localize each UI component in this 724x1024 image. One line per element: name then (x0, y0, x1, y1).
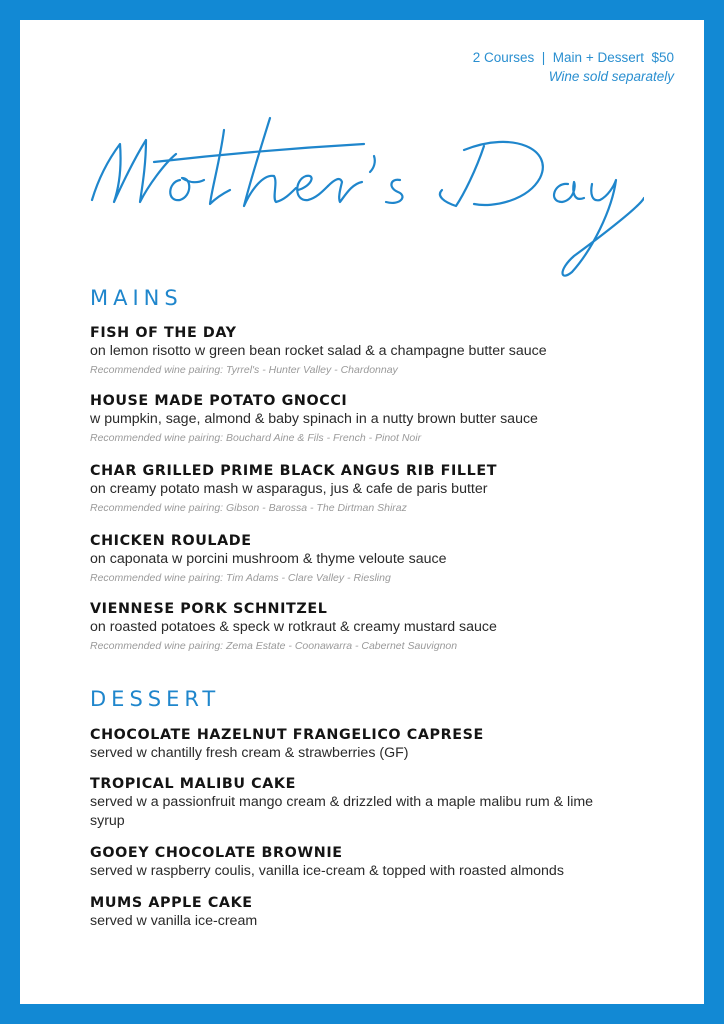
item-name: TROPICAL MALIBU CAKE (90, 776, 296, 792)
menu-item (90, 324, 680, 392)
item-description: served w chantilly fresh cream & strawberries (GF) (90, 745, 409, 761)
item-description: on creamy potato mash w asparagus, jus & cafe de paris butter (90, 481, 488, 497)
item-description: served w raspberry coulis, vanilla ice-cream & topped with roasted almonds (90, 863, 564, 879)
item-description: w pumpkin, sage, almond & baby spinach in a nutty brown butter sauce (90, 411, 538, 427)
item-name: CHOCOLATE HAZELNUT FRANGELICO CAPRESE (90, 727, 484, 743)
wine-pairing: Recommended wine pairing: Bouchard Aine & Fils - French - Pinot Noir (90, 432, 422, 444)
menu-item (90, 600, 680, 666)
menu-item (90, 775, 680, 844)
item-name: VIENNESE PORK SCHNITZEL (90, 601, 328, 617)
item-description: served w a passionfruit mango cream & drizzled with a maple malibu rum & lime syrup (90, 794, 594, 829)
mains-heading: MAINS (90, 286, 183, 310)
dessert-list (90, 726, 680, 934)
menu-item (90, 462, 680, 532)
item-name: CHICKEN ROULADE (90, 533, 252, 549)
wine-pairing: Recommended wine pairing: Tyrrel's - Hunter Valley - Chardonnay (90, 364, 398, 376)
menu-item (90, 726, 680, 775)
item-description: on lemon risotto w green bean rocket salad & a champagne butter sauce (90, 343, 547, 359)
menu-item (90, 894, 680, 934)
item-name: CHAR GRILLED PRIME BLACK ANGUS RIB FILLET (90, 463, 498, 479)
menu-item (90, 532, 680, 600)
item-description: on caponata w porcini mushroom & thyme veloute sauce (90, 551, 447, 567)
price-info (473, 48, 674, 86)
wine-pairing: Recommended wine pairing: Gibson - Barossa - The Dirtman Shiraz (90, 502, 407, 514)
wine-note: Wine sold separately (548, 69, 674, 84)
wine-pairing: Recommended wine pairing: Tim Adams - Clare Valley - Riesling (90, 572, 391, 584)
menu-item (90, 844, 680, 894)
item-description: served w vanilla ice-cream (90, 913, 258, 929)
mains-list (90, 324, 680, 666)
item-name: GOOEY CHOCOLATE BROWNIE (90, 845, 343, 861)
dessert-heading: DESSERT (90, 687, 221, 711)
item-description: on roasted potatoes & speck w rotkraut & creamy mustard sauce (90, 619, 497, 635)
menu-item (90, 392, 680, 462)
wine-pairing: Recommended wine pairing: Zema Estate - Coonawarra - Cabernet Sauvignon (90, 640, 458, 652)
price-line: 2 Courses | Main + Dessert $50 (472, 50, 674, 65)
item-name: MUMS APPLE CAKE (90, 895, 253, 911)
item-name: HOUSE MADE POTATO GNOCCI (90, 393, 348, 409)
item-name: FISH OF THE DAY (90, 325, 237, 341)
menu-page (20, 20, 704, 1004)
mothers-day-script-title (84, 110, 644, 290)
